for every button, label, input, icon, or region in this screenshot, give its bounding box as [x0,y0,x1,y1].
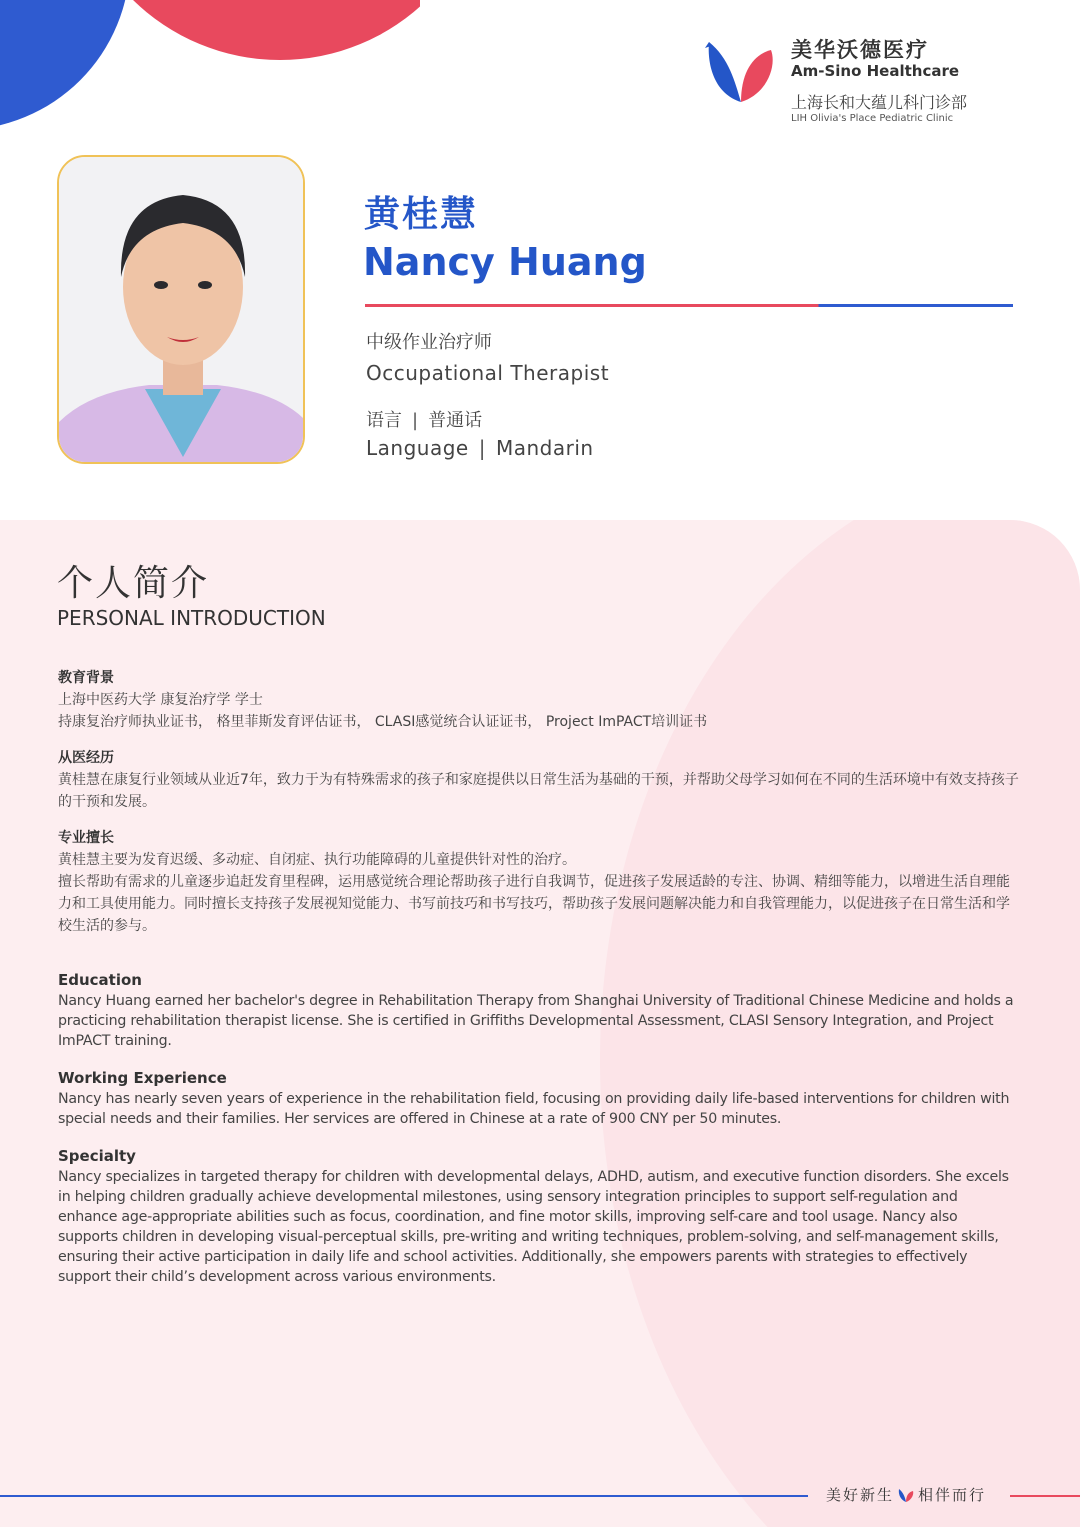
section-heading: Education [58,971,142,989]
slogan-right: 相伴而行 [918,1486,987,1504]
portrait-illustration [59,157,305,464]
language-value-cn: 普通话 [428,410,483,431]
bird-logo-icon [705,36,777,102]
language-separator: | [478,436,486,460]
section-text: 黄桂慧主要为发育迟缓、多动症、自闭症、执行功能障碍的儿童提供针对性的治疗。 [58,852,576,868]
language-value-en: Mandarin [495,436,594,460]
section-text: Nancy specializes in targeted therapy for children with developmental delays, ADHD, autism, and executive function disorders. She excels in helping children gradually achieve developmental milestones, using sensory integration principles to support self-regulation and enhance age-appropriate abilities such as focus, coordination, and fine motor skills, improving self-care and tool usage. Nancy also supports children in developing visual-perceptual skills, pre-writing and writing techniques, problem-solving, and self-management skills, ensuring their active participation in daily life and school activities. Additionally, she empowers parents with strategies to effectively support their child’s development across various environments. [58,1169,1009,1285]
section-text: 持康复治疗师执业证书， 格里菲斯发育评估证书， CLASI感觉统合认证证书， Project ImPACT培训证书 [58,714,708,730]
footer-line-red [1010,1495,1080,1497]
section-text: 黄桂慧在康复行业领域从业近7年，致力于为有特殊需求的孩子和家庭提供以日常生活为基础的干预，并帮助父母学习如何在不同的生活环境中有效支持孩子的干预和发展。 [58,772,1019,810]
section-heading: Specialty [58,1147,136,1165]
name-en: Nancy Huang [363,240,647,284]
job-title-cn: 中级作业治疗师 [366,332,492,353]
intro-heading-en: PERSONAL INTRODUCTION [57,606,326,630]
section-text: Nancy Huang earned her bachelor's degree in Rehabilitation Therapy from Shanghai University of Traditional Chinese Medicine and holds a practicing rehabilitation therapist license. She is certified in Griffiths Developmental Assessment, CLASI Sensory Integration, and Project ImPACT training. [58,993,1014,1049]
en-section-education [58,970,1020,1051]
section-heading: Working Experience [58,1069,227,1087]
clinic-name-en: LIH Olivia's Place Pediatric Clinic [791,113,954,124]
cn-section-education [58,668,1020,733]
brand-name-en: Am-Sino Healthcare [791,62,960,80]
intro-heading-cn: 个人简介 [57,563,210,604]
job-title-en: Occupational Therapist [366,361,610,385]
brand-name-cn: 美华沃德医疗 [791,38,929,62]
bird-logo-icon [898,1488,914,1502]
cn-section-experience [58,748,1020,813]
corner-decoration [0,0,420,160]
name-divider [365,304,1013,307]
section-heading: 专业擅长 [58,830,114,846]
slogan-left: 美好新生 [826,1486,895,1504]
section-text: Nancy has nearly seven years of experience in the rehabilitation field, focusing on providing daily life-based interventions for children with special needs and their families. Her services are offered in Chinese at a rate of 900 CNY per 50 minutes. [58,1091,1010,1127]
intro-en-content [58,970,1020,1287]
section-text: 上海中医药大学 康复治疗学 学士 [58,692,263,708]
section-heading: 教育背景 [58,670,114,686]
cn-section-specialty [58,828,1020,937]
footer-slogan [826,1484,986,1505]
en-section-specialty [58,1146,1020,1287]
footer-line-blue [0,1495,808,1497]
portrait-photo [57,155,305,464]
language-separator: | [412,410,419,431]
intro-cn-content [58,668,1020,937]
brand-logo [705,32,1005,132]
en-section-experience [58,1068,1020,1129]
section-text: 擅长帮助有需求的儿童逐步追赶发育里程碑，运用感觉统合理论帮助孩子进行自我调节，促进孩子发展适龄的专注、协调、精细等能力，以增进生活自理能力和工具使用能力。同时擅长支持孩子发展视知觉能力、书写前技巧和书写技巧，帮助孩子发展问题解决能力和自我管理能力，以促进孩子在日常生活和学校生活的参与。 [58,874,1010,934]
clinic-name-cn: 上海长和大蕴儿科门诊部 [791,93,968,112]
name-cn: 黄桂慧 [364,194,479,235]
language-label-en: Language [366,436,469,460]
language-label-cn: 语言 [366,410,402,431]
language-row-cn [366,406,482,432]
section-heading: 从医经历 [58,750,114,766]
language-row-en [366,436,594,460]
